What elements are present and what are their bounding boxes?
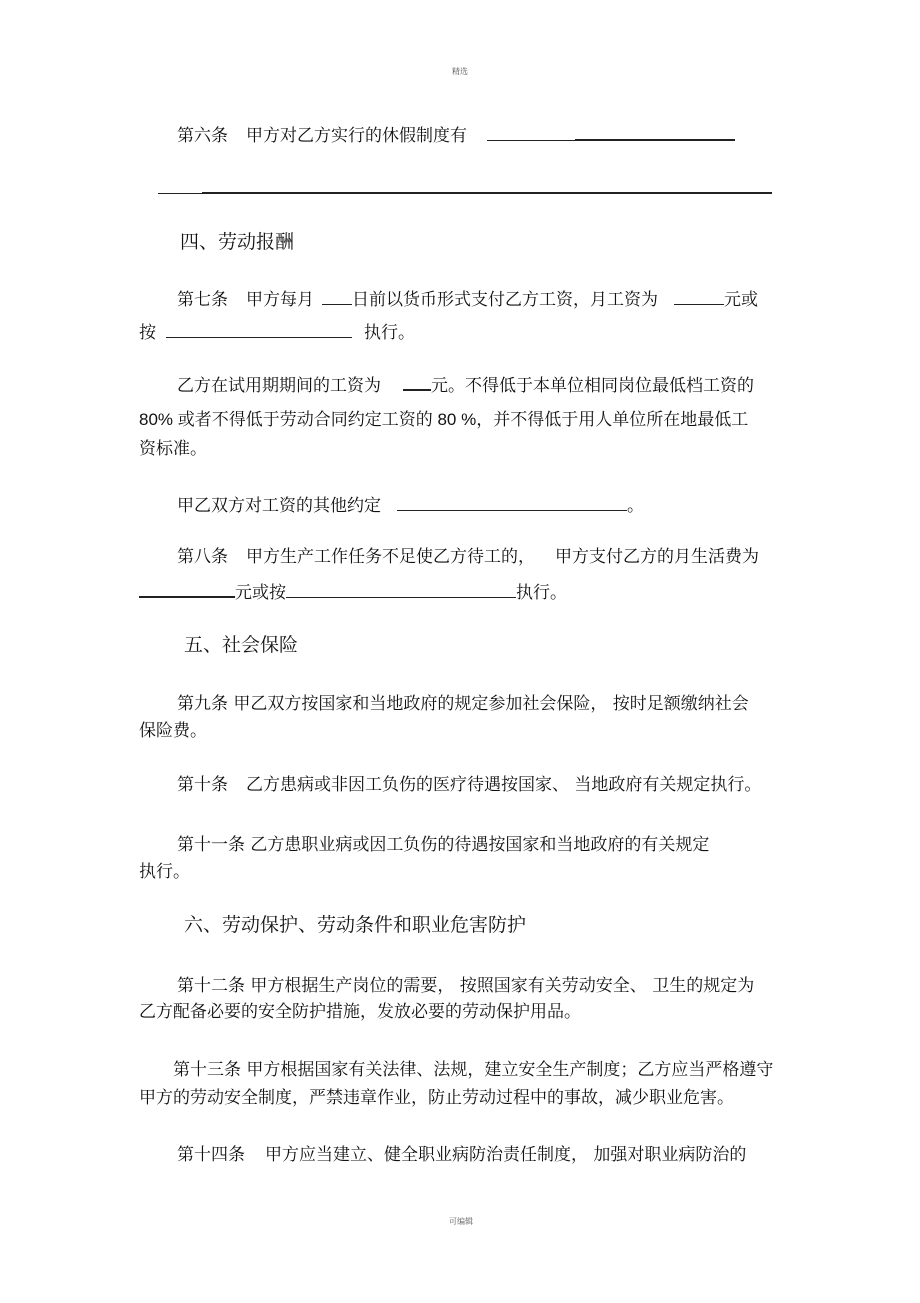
article-14 [177,1145,746,1165]
fill-blank [139,580,235,598]
probation-line-1 [177,373,754,396]
article-14-label: 第十四条 [177,1145,245,1165]
article-7-text: 执行。 [364,323,415,343]
fill-blank [202,176,772,194]
fill-blank [403,373,431,391]
article-8-text: 执行。 [516,583,567,603]
other-pay-text: 。 [627,496,644,516]
article-7-label: 第七条 [177,290,228,310]
article-14-text: 甲方应当建立、健全职业病防治责任制度， 加强对职业病防治的 [265,1145,747,1165]
probation-line-2: 80% 或者不得低于劳动合同约定工资的 80 %，并不得低于用人单位所在地最低工 [139,410,749,429]
article-11-line-1: 第十一条 乙方患职业病或因工负伤的待遇按国家和当地政府的有关规定 [177,835,710,855]
fill-blank [397,494,627,511]
other-pay-text: 甲乙双方对工资的其他约定 [177,496,381,516]
fill-blank [674,288,724,305]
article-13-line-1: 第十三条 甲方根据国家有关法律、法规，建立安全生产制度；乙方应当严格遵守 [173,1060,774,1080]
article-9-line-1: 第九条 甲乙双方按国家和当地政府的规定参加社会保险， 按时足额缴纳社会 [177,694,749,714]
article-6 [177,123,735,146]
article-7-text: 日前以货币形式支付乙方工资，月工资为 [352,290,658,310]
article-11-line-2: 执行。 [139,862,190,882]
section-4-title: 四、劳动报酬 [180,231,295,253]
article-8-text: 甲方生产工作任务不足使乙方待工的， [246,547,535,567]
article-12-line-2: 乙方配备必要的安全防护措施，发放必要的劳动保护用品。 [139,1002,581,1022]
article-8-line-1 [177,547,759,567]
probation-line-3: 资标准。 [139,439,207,459]
article-12-line-1: 第十二条 甲方根据生产岗位的需要， 按照国家有关劳动安全、 卫生的规定为 [177,976,755,996]
fill-blank [487,124,575,141]
article-7-line-1 [177,288,758,310]
fill-blank [158,177,202,194]
article-8-text: 元或按 [235,583,286,603]
probation-text: 乙方在试用期期间的工资为 [177,376,381,396]
probation-text: 元。不得低于本单位相同岗位最低档工资的 [431,376,754,396]
fill-blank [575,123,735,141]
section-6-title: 六、劳动保护、劳动条件和职业危害防护 [184,914,527,936]
article-8-text: 甲方支付乙方的月生活费为 [555,547,759,567]
article-7-text: 元或 [724,290,758,310]
article-10 [177,775,761,795]
article-7-text: 甲方每月 [246,290,314,310]
article-6-continuation [158,176,772,199]
article-9-line-2: 保险费。 [139,721,207,741]
article-6-text: 甲方对乙方实行的休假制度有 [246,126,467,146]
other-pay-agreement [177,494,644,516]
article-13-line-2: 甲方的劳动安全制度，严禁违章作业，防止劳动过程中的事故，减少职业危害。 [139,1088,734,1108]
article-8-line-2 [139,580,567,603]
fill-blank [166,321,352,338]
article-7-line-2 [139,321,415,343]
article-10-text: 乙方患病或非因工负伤的医疗待遇按国家、 当地政府有关规定执行。 [246,775,762,795]
article-6-label: 第六条 [177,126,228,146]
fill-blank [322,288,352,305]
article-10-label: 第十条 [177,775,228,795]
page-footer: 可编辑 [449,1217,473,1226]
article-7-text: 按 [139,323,156,343]
article-8-label: 第八条 [177,547,228,567]
section-5-title: 五、社会保险 [184,634,299,656]
fill-blank [286,581,516,598]
page-header: 精选 [452,67,468,76]
